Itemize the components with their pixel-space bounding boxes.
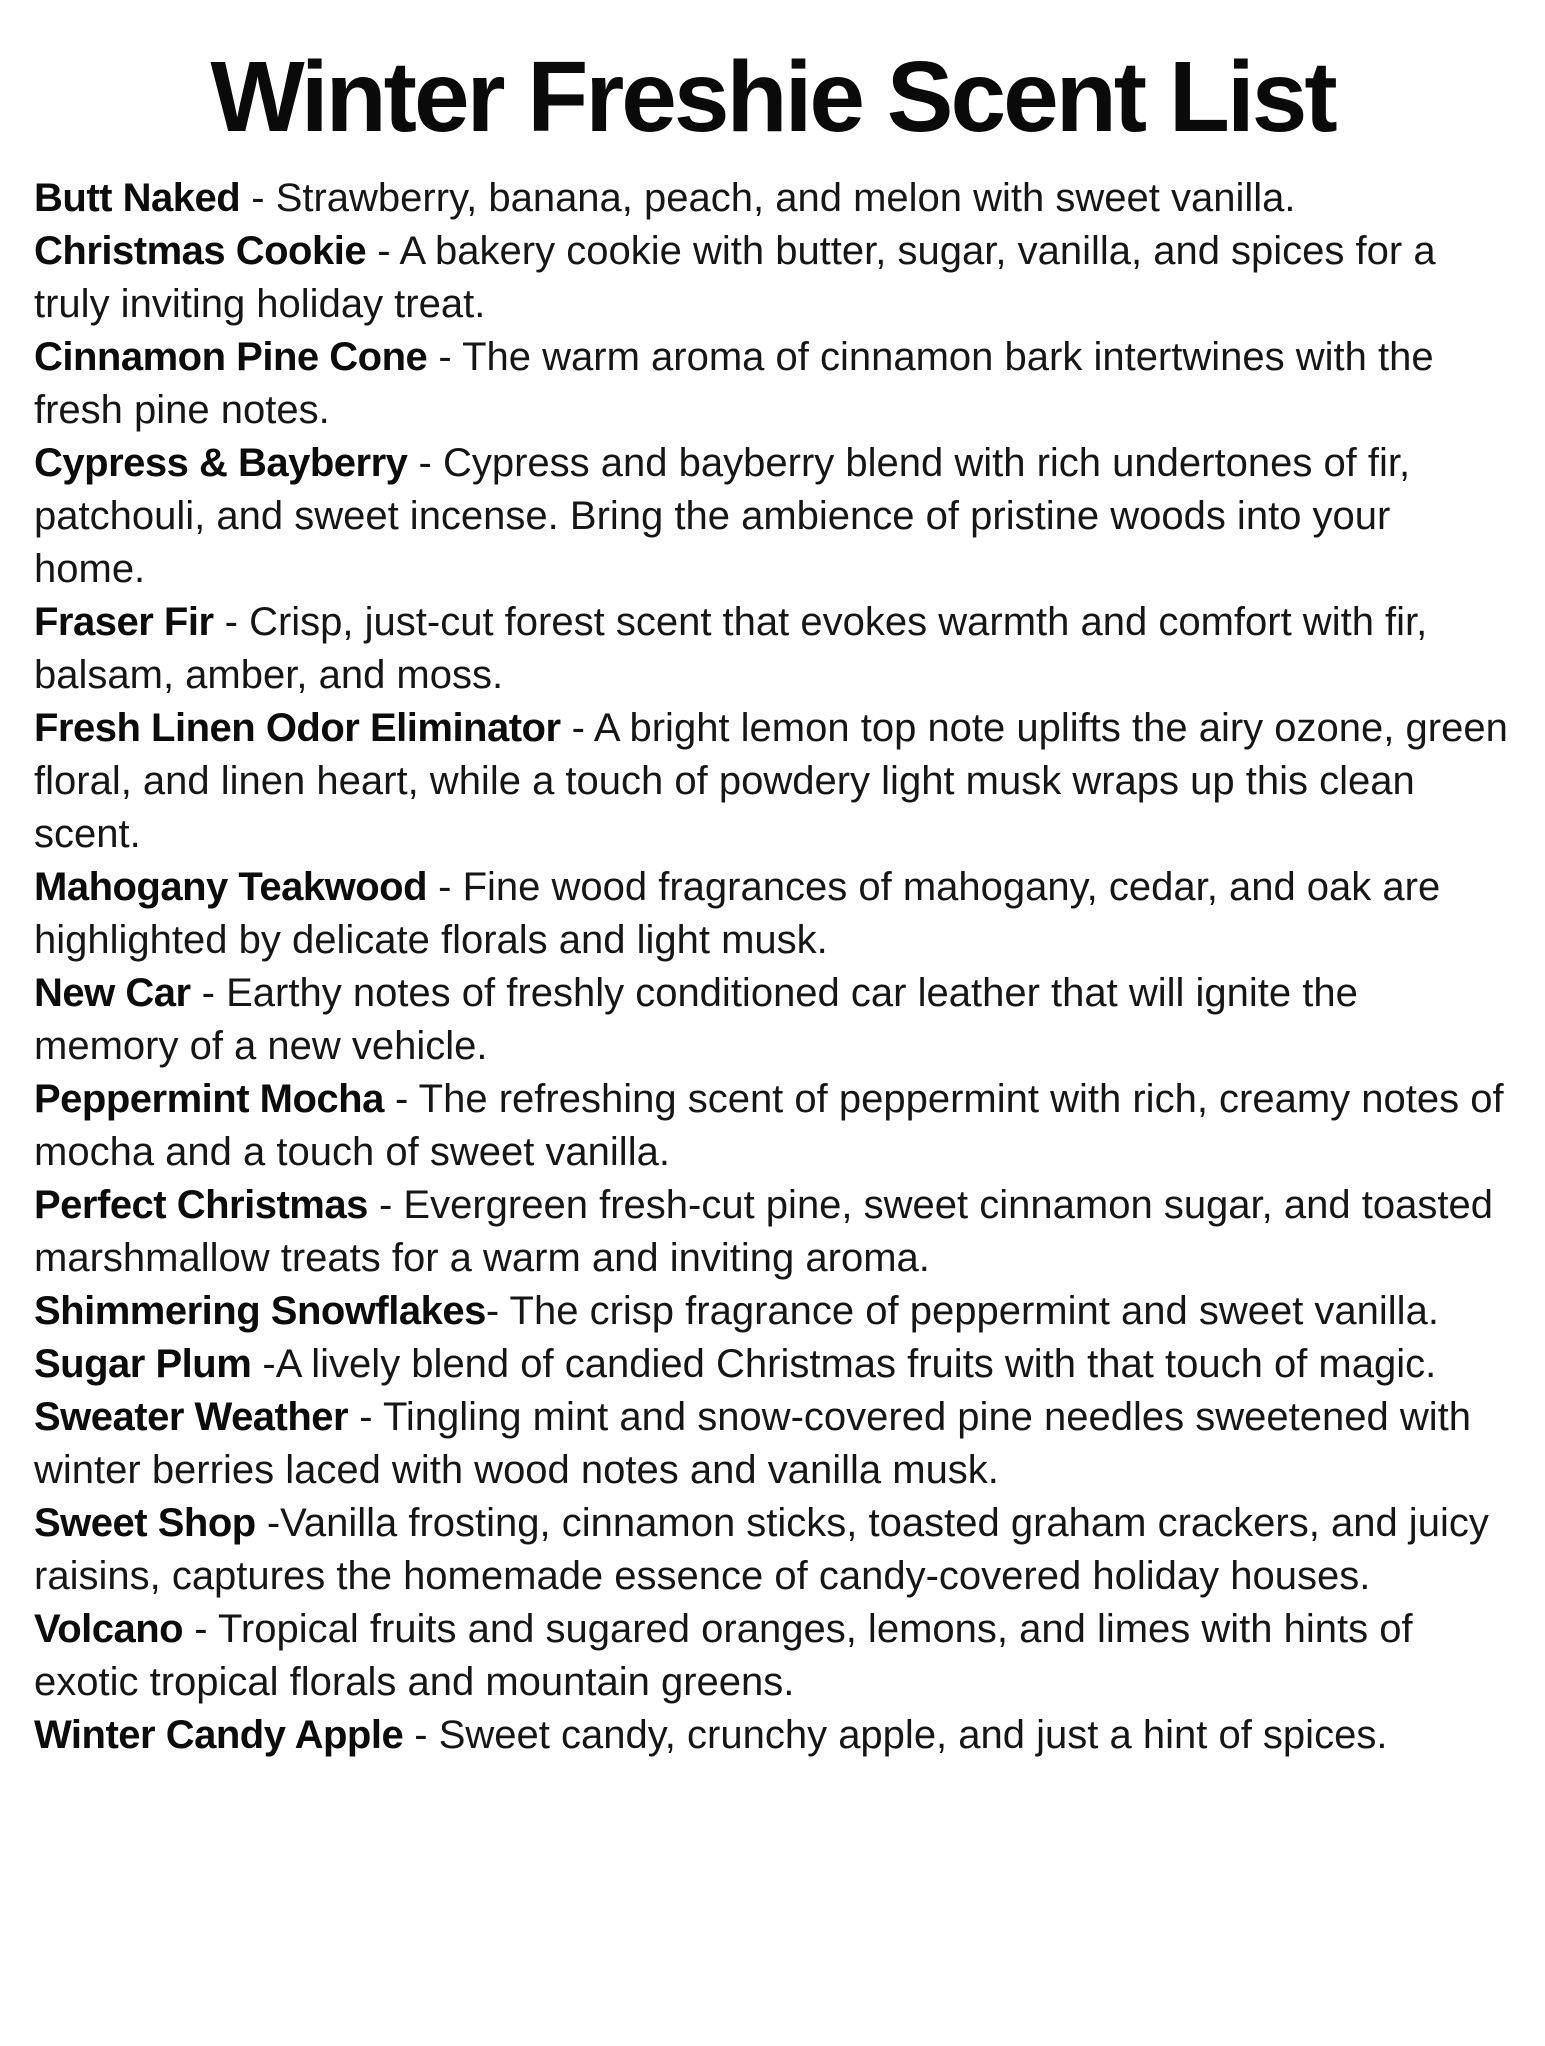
scent-name: Cypress & Bayberry <box>34 441 408 485</box>
scent-name: Peppermint Mocha <box>34 1077 384 1121</box>
scent-description: - A bright lemon top note uplifts the airy ozone, green floral, and linen heart, while a touch of powdery light musk wraps up this clean scent. <box>34 706 1508 856</box>
scent-description: - Earthy notes of freshly conditioned car leather that will ignite the memory of a new vehicle. <box>34 971 1358 1068</box>
scent-name: Fresh Linen Odor Eliminator <box>34 706 561 750</box>
scent-entry <box>34 1073 1511 1179</box>
scent-name: Perfect Christmas <box>34 1183 368 1227</box>
scent-entry <box>34 1603 1511 1709</box>
scent-entry <box>34 861 1511 967</box>
scent-entry <box>34 1709 1511 1762</box>
scent-entry <box>34 172 1511 225</box>
scent-name: Cinnamon Pine Cone <box>34 335 428 379</box>
document-page <box>0 41 1545 1762</box>
scent-description: - Crisp, just-cut forest scent that evokes warmth and comfort with fir, balsam, amber, and moss. <box>34 600 1428 697</box>
scent-entry <box>34 596 1511 702</box>
scent-name: Sweater Weather <box>34 1395 349 1439</box>
scent-entry <box>34 1338 1511 1391</box>
scent-list <box>34 172 1511 1762</box>
scent-name: Butt Naked <box>34 176 241 220</box>
scent-description: - The crisp fragrance of peppermint and sweet vanilla. <box>485 1289 1439 1333</box>
scent-description: -Vanilla frosting, cinnamon sticks, toasted graham crackers, and juicy raisins, captures the homemade essence of candy-covered holiday houses. <box>34 1501 1489 1598</box>
scent-description: - Evergreen fresh-cut pine, sweet cinnamon sugar, and toasted marshmallow treats for a warm and inviting aroma. <box>34 1183 1493 1280</box>
scent-description: -A lively blend of candied Christmas fruits with that touch of magic. <box>251 1342 1437 1386</box>
scent-description: - Cypress and bayberry blend with rich undertones of fir, patchouli, and sweet incense. Bring the ambience of pristine woods into your home. <box>34 441 1411 591</box>
scent-name: Volcano <box>34 1607 184 1651</box>
scent-entry <box>34 702 1511 861</box>
scent-description: - Tropical fruits and sugared oranges, lemons, and limes with hints of exotic tropical florals and mountain greens. <box>34 1607 1413 1704</box>
scent-name: Christmas Cookie <box>34 229 367 273</box>
scent-entry <box>34 225 1511 331</box>
scent-entry <box>34 1285 1511 1338</box>
scent-description: - Fine wood fragrances of mahogany, cedar, and oak are highlighted by delicate florals and light musk. <box>34 865 1441 962</box>
page-title: Winter Freshie Scent List <box>210 41 1335 153</box>
scent-entry <box>34 967 1511 1073</box>
scent-entry <box>34 1497 1511 1603</box>
scent-description: - The warm aroma of cinnamon bark intertwines with the fresh pine notes. <box>34 335 1434 432</box>
scent-description: - Tingling mint and snow-covered pine needles sweetened with winter berries laced with wood notes and vanilla musk. <box>34 1395 1471 1492</box>
scent-description: - The refreshing scent of peppermint with rich, creamy notes of mocha and a touch of sweet vanilla. <box>34 1077 1504 1174</box>
scent-description: - Sweet candy, crunchy apple, and just a hint of spices. <box>403 1713 1388 1757</box>
scent-name: Mahogany Teakwood <box>34 865 428 909</box>
scent-name: Fraser Fir <box>34 600 214 644</box>
scent-entry <box>34 437 1511 596</box>
scent-description: - Strawberry, banana, peach, and melon with sweet vanilla. <box>240 176 1296 220</box>
scent-name: Sweet Shop <box>34 1501 256 1545</box>
scent-entry <box>34 331 1511 437</box>
scent-description: - A bakery cookie with butter, sugar, vanilla, and spices for a truly inviting holiday treat. <box>34 229 1436 326</box>
scent-entry <box>34 1391 1511 1497</box>
scent-entry <box>34 1179 1511 1285</box>
scent-name: New Car <box>34 971 191 1015</box>
scent-name: Sugar Plum <box>34 1342 252 1386</box>
scent-name: Shimmering Snowflakes <box>34 1289 486 1333</box>
scent-name: Winter Candy Apple <box>34 1713 404 1757</box>
